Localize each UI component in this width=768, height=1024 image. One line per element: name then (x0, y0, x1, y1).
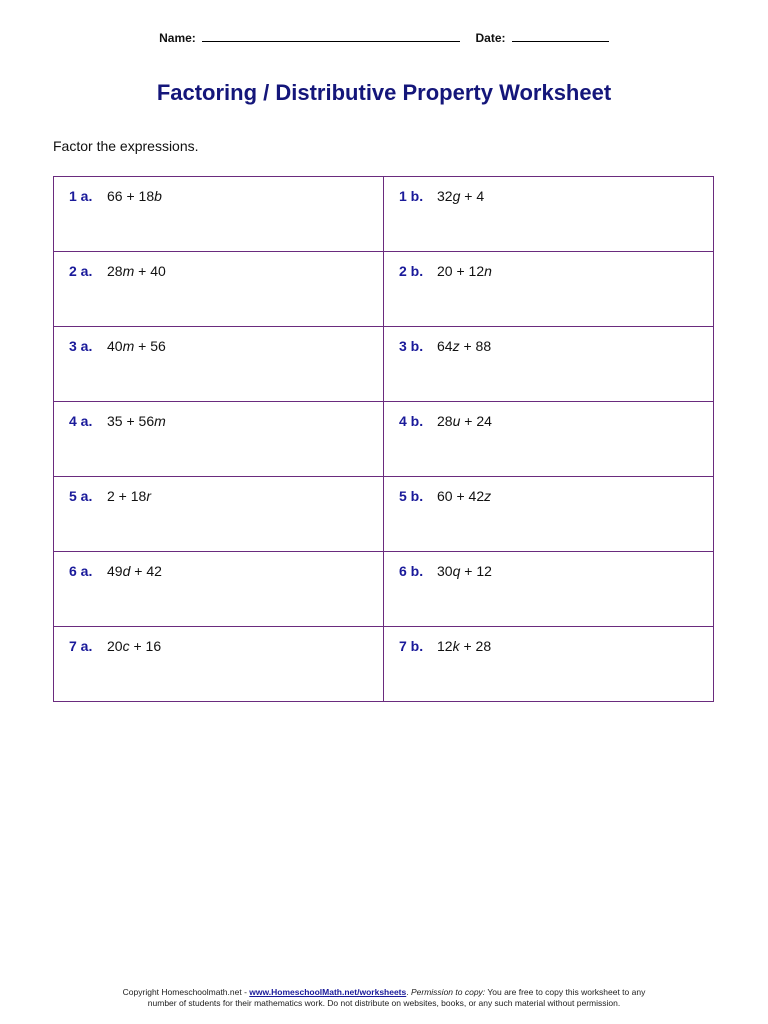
expression-part: 20 + 12 (437, 263, 485, 279)
expression-part: 35 + 56 (107, 413, 155, 429)
problem-cell[interactable] (384, 252, 714, 327)
footer-permission-label: Permission to copy: (410, 987, 486, 997)
expression-variable: m (122, 263, 135, 279)
expression-part: 40 (107, 338, 123, 354)
problem-cell[interactable] (384, 552, 714, 627)
problem-expression (437, 263, 492, 279)
footer (0, 987, 768, 1009)
expression-part: 30 (437, 563, 453, 579)
problem-cell[interactable] (54, 627, 384, 702)
problem-expression (437, 563, 492, 579)
expression-variable: z (452, 338, 460, 354)
problem-content (399, 263, 492, 279)
problem-row (54, 327, 714, 402)
problem-number: 5 b. (399, 488, 424, 504)
expression-part: + 40 (134, 263, 166, 279)
problem-cell[interactable] (54, 177, 384, 252)
problem-number: 2 b. (399, 263, 424, 279)
problem-row (54, 177, 714, 252)
expression-variable: m (122, 338, 135, 354)
expression-part: 2 + 18 (107, 488, 147, 504)
expression-variable: k (452, 638, 460, 654)
expression-part: 28 (107, 263, 123, 279)
problem-cell[interactable] (384, 477, 714, 552)
problem-row (54, 477, 714, 552)
expression-variable: c (122, 638, 130, 654)
problem-cell[interactable] (384, 327, 714, 402)
problem-cell[interactable] (54, 327, 384, 402)
problem-cell[interactable] (384, 627, 714, 702)
footer-link[interactable]: www.HomeschoolMath.net/worksheets (249, 987, 407, 997)
name-label: Name: (159, 31, 196, 45)
problem-expression (437, 338, 491, 354)
expression-part: 28 (437, 413, 453, 429)
expression-part: + 4 (460, 188, 485, 204)
problem-cell[interactable] (54, 402, 384, 477)
problem-expression (437, 638, 491, 654)
problem-content (399, 188, 484, 204)
problem-cell[interactable] (384, 177, 714, 252)
problem-number: 2 a. (69, 263, 93, 279)
problem-cell[interactable] (54, 252, 384, 327)
problem-expression (107, 413, 166, 429)
problem-content (69, 488, 151, 504)
problem-content (69, 188, 162, 204)
expression-variable: b (154, 188, 162, 204)
footer-line-1 (0, 987, 768, 998)
problem-number: 3 a. (69, 338, 93, 354)
expression-variable: d (122, 563, 131, 579)
expression-part: 32 (437, 188, 453, 204)
problem-expression (107, 563, 162, 579)
problem-number: 1 a. (69, 188, 93, 204)
page-title: Factoring / Distributive Property Worksheet (156, 80, 612, 105)
expression-part: 49 (107, 563, 123, 579)
problem-cell[interactable] (54, 477, 384, 552)
problem-row (54, 402, 714, 477)
problem-content (69, 263, 166, 279)
expression-part: 20 (107, 638, 123, 654)
problem-number: 1 b. (399, 188, 424, 204)
expression-variable: n (484, 263, 492, 279)
footer-copyright: Copyright Homeschoolmath.net - (122, 987, 250, 997)
problem-expression (107, 638, 161, 654)
problem-expression (107, 188, 162, 204)
footer-permission-text: You are free to copy this worksheet to any (485, 987, 646, 997)
expression-part: + 24 (460, 413, 492, 429)
problem-number: 4 b. (399, 413, 424, 429)
problem-row (54, 252, 714, 327)
problem-row (54, 627, 714, 702)
expression-part: + 56 (134, 338, 166, 354)
expression-part: + 42 (130, 563, 162, 579)
expression-variable: m (154, 413, 166, 429)
problem-content (399, 638, 491, 654)
problem-content (399, 413, 492, 429)
problem-expression (107, 263, 166, 279)
date-blank[interactable] (512, 30, 609, 42)
problem-content (69, 413, 166, 429)
problem-number: 6 b. (399, 563, 424, 579)
problem-expression (107, 488, 151, 504)
expression-variable: z (484, 488, 492, 504)
problem-content (69, 638, 161, 654)
problem-number: 6 a. (69, 563, 93, 579)
expression-part: + 12 (460, 563, 492, 579)
problem-content (399, 488, 491, 504)
expression-part: + 16 (129, 638, 162, 654)
problem-grid (53, 176, 714, 702)
expression-variable: r (146, 488, 151, 504)
problem-number: 4 a. (69, 413, 93, 429)
problem-content (399, 563, 492, 579)
footer-after-link: . (406, 987, 411, 997)
expression-variable: g (452, 188, 461, 204)
expression-part: 12 (437, 638, 453, 654)
name-blank[interactable] (202, 30, 460, 42)
problem-expression (437, 413, 492, 429)
expression-variable: q (452, 563, 461, 579)
name-date-line (0, 30, 768, 45)
problem-expression (107, 338, 166, 354)
problem-content (69, 563, 162, 579)
problem-number: 3 b. (399, 338, 424, 354)
date-label: Date: (475, 31, 506, 45)
expression-part: + 88 (459, 338, 492, 354)
problem-number: 7 b. (399, 638, 424, 654)
expression-part: 60 + 42 (437, 488, 485, 504)
expression-variable: u (452, 413, 461, 429)
expression-part: + 28 (459, 638, 492, 654)
footer-line-2: number of students for their mathematics work. Do not distribute on websites, books, or any such material without permission. (147, 998, 621, 1008)
expression-part: 66 + 18 (107, 188, 155, 204)
instructions: Factor the expressions. (53, 138, 199, 154)
problem-expression (437, 488, 491, 504)
problem-expression (437, 188, 484, 204)
problem-cell[interactable] (54, 552, 384, 627)
problem-content (69, 338, 166, 354)
problem-cell[interactable] (384, 402, 714, 477)
problem-number: 5 a. (69, 488, 93, 504)
problem-number: 7 a. (69, 638, 93, 654)
problem-content (399, 338, 491, 354)
problem-row (54, 552, 714, 627)
expression-part: 64 (437, 338, 453, 354)
